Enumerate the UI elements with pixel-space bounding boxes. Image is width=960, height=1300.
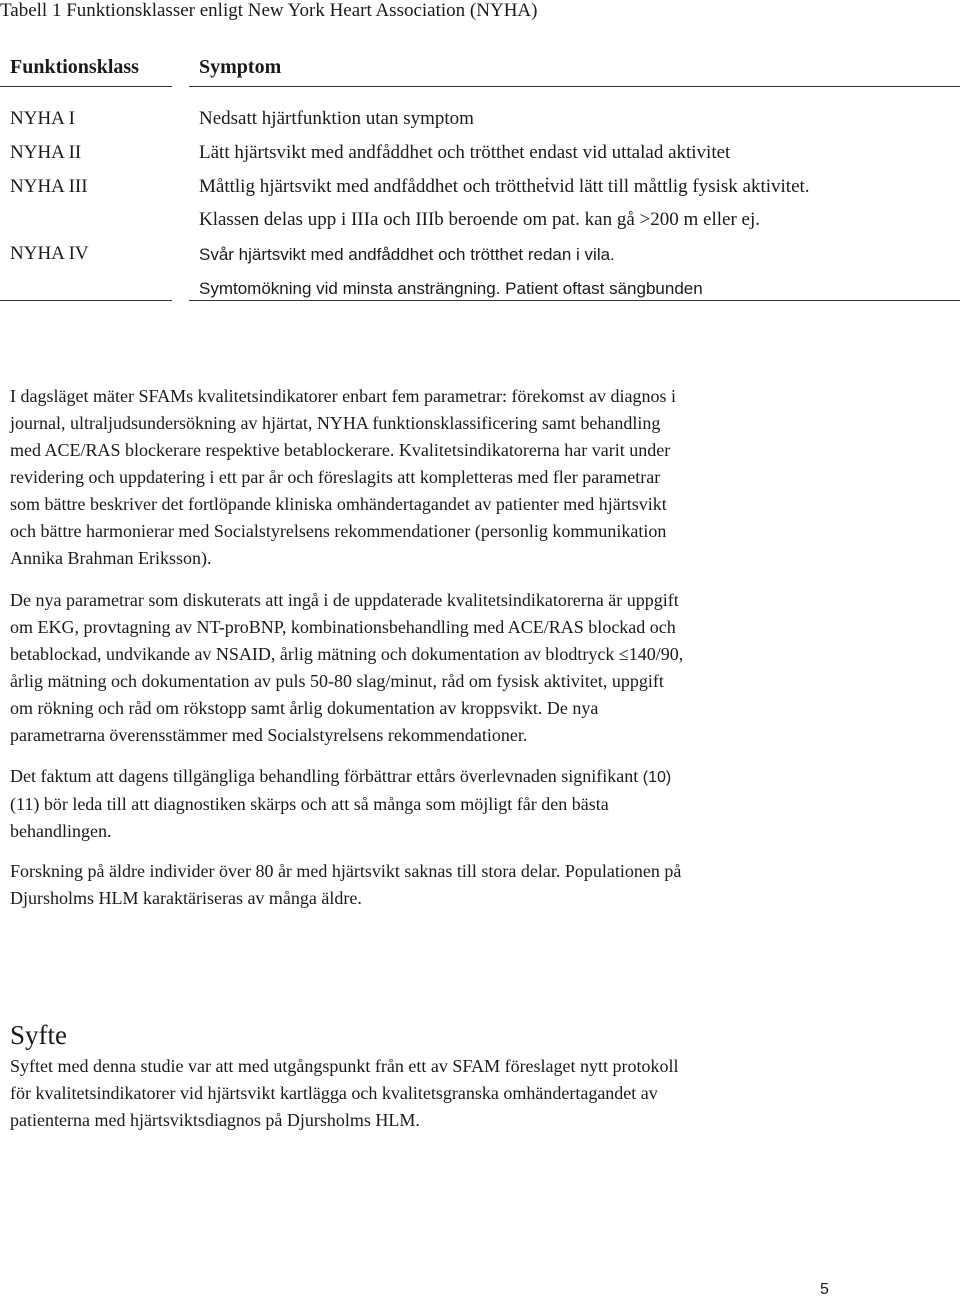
paragraph-text: Det faktum att dagens tillgängliga behandling förbättrar ettårs överlevnaden signifikant	[10, 766, 639, 786]
paragraph-line: behandlingen.	[10, 821, 112, 841]
paragraph-line: årlig mätning och dokumentation av puls 50-80 slag/minut, råd om fysisk aktivitet, uppgift	[10, 671, 664, 691]
table-cell-symptom: Nedsatt hjärtfunktion utan symptom	[199, 108, 474, 129]
paragraph-line: Djursholms HLM karaktäriseras av många äldre.	[10, 888, 362, 908]
table-caption: Tabell 1 Funktionsklasser enligt New York Heart Association (NYHA)	[0, 0, 538, 21]
body-paragraph	[10, 587, 840, 749]
paragraph-line	[10, 763, 840, 791]
paragraph-line: I dagsläget mäter SFAMs kvalitetsindikatorer enbart fem parametrar: förekomst av diagnos i	[10, 386, 676, 406]
paragraph-line: De nya parametrar som diskuterats att ingå i de uppdaterade kvalitetsindikatorerna är uppgift	[10, 590, 679, 610]
table-cell-symptom: Svår hjärtsvikt med andfåddhet och trötthet redan i vila.	[199, 245, 615, 264]
paragraph-line: betablockad, undvikande av NSAID, årlig mätning och dokumentation av blodtryck ≤140/90,	[10, 644, 684, 664]
paragraph-line: och bättre harmonierar med Socialstyrelsens rekommendationer (personlig kommunikation	[10, 521, 667, 541]
paragraph-line: Syftet med denna studie var att med utgångspunkt från ett av SFAM föreslaget nytt protokoll	[10, 1056, 679, 1076]
paragraph-line: patienterna med hjärtsviktsdiagnos på Djursholms HLM.	[10, 1110, 420, 1130]
table-cell-class: NYHA I	[10, 108, 75, 129]
section-paragraph	[10, 1053, 840, 1134]
table-cell-symptom: Lätt hjärtsvikt med andfåddhet och trötthet endast vid uttalad aktivitet	[199, 142, 731, 163]
table-header-symptom: Symptom	[199, 56, 282, 78]
paragraph-line: som bättre beskriver det fortlöpande kliniska omhändertagandet av patienter med hjärtsvikt	[10, 494, 667, 514]
section-heading: Syfte	[10, 1020, 67, 1050]
paragraph-line: Annika Brahman Eriksson).	[10, 548, 212, 568]
table-cell-symptom-continued: Symtomökning vid minsta ansträngning. Patient oftast sängbunden	[199, 279, 703, 298]
paragraph-line: parametrarna överensstämmer med Socialstyrelsens rekommendationer.	[10, 725, 528, 745]
body-paragraph	[10, 763, 840, 845]
table-cell-class: NYHA II	[10, 142, 82, 163]
paragraph-line: revidering och uppdatering i ett par år och föreslagits att kompletteras med fler parametrar	[10, 467, 661, 487]
table-bottom-rule-right	[189, 300, 960, 301]
table-header-rule-left	[0, 86, 172, 87]
paragraph-line: för kvalitetsindikatorer vid hjärtsvikt kartlägga och kvalitetsgranska omhändertagandet av	[10, 1083, 658, 1103]
table-bottom-rule-left	[0, 300, 172, 301]
page-number: 5	[820, 1281, 829, 1298]
table-header-class: Funktionsklass	[10, 56, 139, 78]
paragraph-line: om rökning och råd om rökstopp samt årlig dokumentation av kroppsvikt. De nya	[10, 698, 599, 718]
paragraph-line: Forskning på äldre individer över 80 år med hjärtsvikt saknas till stora delar. Populationen på	[10, 861, 682, 881]
paragraph-line: journal, ultraljudsundersökning av hjärtat, NYHA funktionsklassificering samt behandling	[10, 413, 661, 433]
paragraph-line: om EKG, provtagning av NT-proBNP, kombinationsbehandling med ACE/RAS blockad och	[10, 617, 676, 637]
table-cell-class: NYHA IV	[10, 243, 89, 264]
body-paragraph	[10, 383, 840, 572]
table-cell-symptom: Måttlig hjärtsvikt med andfåddhet och tröttheṫvid lätt till måttlig fysisk aktivitet.	[199, 176, 810, 197]
table-cell-symptom-continued: Klassen delas upp i IIIa och IIIb beroende om pat. kan gå >200 m eller ej.	[199, 209, 760, 230]
paragraph-line: med ACE/RAS blockerare respektive betablockerare. Kvalitetsindikatorerna har varit under	[10, 440, 671, 460]
table-header-rule-right	[189, 86, 960, 87]
table-header-row	[0, 56, 960, 78]
citation-reference: (10)	[642, 769, 672, 786]
body-paragraph	[10, 858, 840, 912]
paragraph-line: (11) bör leda till att diagnostiken skärps och att så många som möjligt får den bästa	[10, 794, 609, 814]
table-cell-class: NYHA III	[10, 176, 88, 197]
